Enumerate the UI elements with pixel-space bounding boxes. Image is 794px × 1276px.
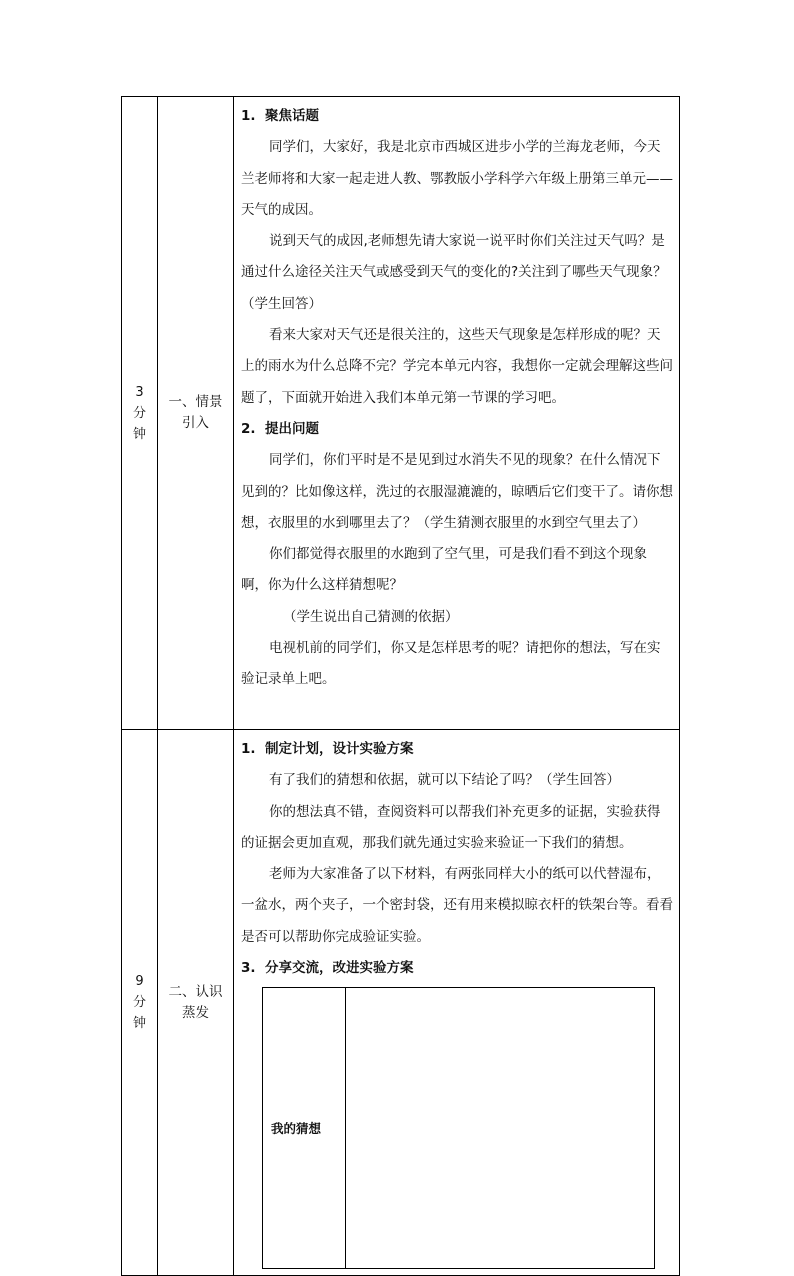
paragraph: （学生说出自己猜测的依据） [283, 608, 459, 625]
paragraph: 电视机前的同学们，你又是怎样思考的呢？请把你的想法，写在实验记录单上吧。 [241, 640, 661, 688]
section-title: 制定计划，设计实验方案 [265, 741, 414, 757]
stage-cell [158, 97, 234, 730]
experiment-record-table [262, 987, 655, 1269]
section-heading [241, 414, 673, 445]
paragraph: 你的想法真不错，查阅资料可以帮我们补充更多的证据，实验获得的证据会更加直观，那我们就先通过实验来验证一下我们的猜想。 [241, 803, 661, 851]
section-title: 聚焦话题 [265, 108, 319, 124]
duration-unit-2: 钟 [132, 426, 146, 442]
section-heading [241, 101, 673, 132]
section-number: 2. [241, 420, 256, 437]
record-label: 我的猜想 [263, 988, 346, 1269]
lesson-row-evaporation [122, 730, 680, 1276]
duration-unit-2: 钟 [132, 1016, 146, 1032]
section-number: 1. [241, 108, 256, 124]
paragraph: 说到天气的成因,老师想先请大家说一说平时你们关注过天气吗？是通过什么途径关注天气或感受到天气的变化的?关注到了哪些天气现象？（学生回答） [241, 233, 667, 312]
lesson-plan-table [121, 96, 680, 1276]
section-number: 3. [241, 960, 256, 977]
stage-cell [158, 730, 234, 1276]
stage-name-line1: 二、认识 [168, 983, 223, 1000]
section-title: 提出问题 [265, 420, 319, 437]
stage-name-line2: 蒸发 [182, 1004, 209, 1021]
paragraph: 你们都觉得衣服里的水跑到了空气里，可是我们看不到这个现象啊，你为什么这样猜想呢？ [241, 546, 647, 594]
duration-unit-1: 分 [132, 995, 146, 1011]
paragraph: 看来大家对天气还是很关注的，这些天气现象是怎样形成的呢？天上的雨水为什么总降不完？学完本单元内容，我想你一定就会理解这些问题了，下面就开始进入我们本单元第一节课的学习吧。 [241, 327, 673, 406]
section-heading [241, 734, 673, 765]
stage-name-line1: 一、情景 [168, 394, 223, 410]
paragraph: 同学们，大家好，我是北京市西城区进步小学的兰海龙老师，今天兰老师将和大家一起走进人教、鄂教版小学科学六年级上册第三单元——天气的成因。 [241, 139, 673, 218]
duration-cell [122, 730, 158, 1276]
stage-name-line2: 引入 [182, 415, 209, 431]
content-cell [234, 97, 680, 730]
section-number: 1. [241, 741, 256, 757]
duration-number: 9 [135, 974, 144, 990]
content-cell [234, 730, 680, 1276]
duration-unit-1: 分 [132, 405, 146, 421]
section-heading [241, 953, 673, 984]
table-row [263, 988, 655, 1269]
section-title: 分享交流，改进实验方案 [265, 960, 414, 977]
paragraph: 老师为大家准备了以下材料，有两张同样大小的纸可以代替湿布，一盆水，两个夹子，一个密封袋，还有用来模拟晾衣杆的铁架台等。看看是否可以帮助你完成验证实验。 [241, 866, 673, 945]
lesson-row-intro [122, 97, 680, 730]
paragraph: 有了我们的猜想和依据，就可以下结论了吗？（学生回答） [269, 772, 620, 789]
paragraph: 同学们，你们平时是不是见到过水消失不见的现象？在什么情况下见到的？比如像这样，洗过的衣服湿漉漉的，晾晒后它们变干了。请你想想，衣服里的水到哪里去了？（学生猜测衣服里的水到空气里去了） [241, 452, 673, 531]
duration-number: 3 [135, 384, 144, 400]
duration-cell [122, 97, 158, 730]
record-value [346, 988, 655, 1269]
